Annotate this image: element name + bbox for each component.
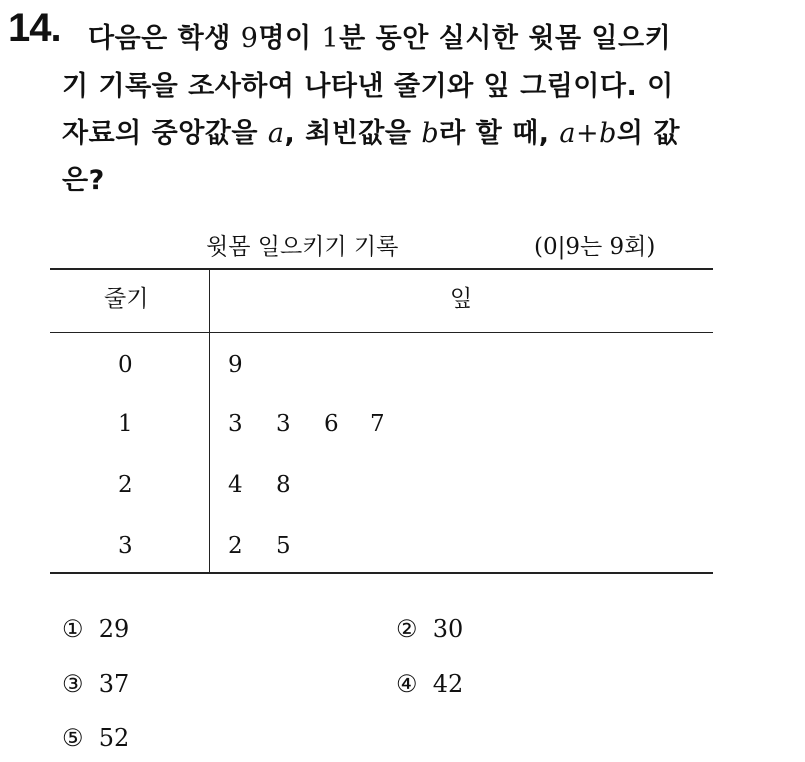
table-top-border: [50, 268, 713, 270]
table-legend: (0|9는 9회): [534, 234, 656, 260]
leaf-cell: 3: [276, 411, 291, 437]
choice-4[interactable]: [396, 670, 463, 698]
choice-value: 52: [98, 724, 130, 752]
question-text: 자료의 중앙값을: [62, 118, 268, 149]
table-column-divider: [209, 269, 210, 573]
question-line-2: 기 기록을 조사하여 나타낸 줄기와 잎 그림이다. 이: [62, 71, 674, 102]
stem-cell: 3: [118, 533, 133, 559]
question-line-4: 은?: [62, 165, 105, 196]
choice-3[interactable]: [62, 670, 129, 698]
question-line-1: [88, 16, 671, 55]
choice-value: 30: [432, 615, 464, 643]
choice-mark: ③: [62, 670, 84, 698]
table-header-divider: [50, 332, 713, 333]
choice-value: 42: [432, 670, 464, 698]
leaf-cell: 6: [324, 411, 339, 437]
stem-cell: 0: [118, 352, 133, 378]
question-line-3: [62, 111, 680, 150]
choice-mark: ⑤: [62, 724, 84, 752]
question-text: 라 할 때,: [439, 118, 560, 149]
leaf-cell: 3: [228, 411, 243, 437]
leaf-cell: 8: [276, 472, 291, 498]
header-leaf: 잎: [450, 286, 473, 312]
table-bottom-border: [50, 572, 713, 574]
choice-mark: ②: [396, 615, 418, 643]
question-text: 다음은 학생: [88, 23, 241, 54]
choice-value: 29: [98, 615, 130, 643]
stem-cell: 2: [118, 472, 133, 498]
question-number: 14.: [8, 6, 61, 50]
leaf-cell: 4: [228, 472, 243, 498]
leaf-cell: 9: [228, 352, 243, 378]
expression: a+b: [559, 118, 617, 149]
variable-a: a: [267, 118, 285, 149]
choice-2[interactable]: [396, 615, 463, 643]
header-stem: 줄기: [104, 286, 149, 312]
leaf-cell: 7: [370, 411, 385, 437]
question-text: 분 동안 실시한 윗몸 일으키: [339, 23, 672, 54]
leaf-cell: 5: [276, 533, 291, 559]
choice-mark: ④: [396, 670, 418, 698]
table-title: 윗몸 일으키기 기록: [206, 234, 399, 260]
question-text: 명이: [258, 23, 322, 54]
stem-cell: 1: [118, 411, 133, 437]
leaf-cell: 2: [228, 533, 243, 559]
choice-mark: ①: [62, 615, 84, 643]
choice-5[interactable]: [62, 724, 129, 752]
choice-1[interactable]: [62, 615, 129, 643]
question-text: 의 값: [616, 118, 680, 149]
question-number-value: 9: [240, 23, 259, 54]
question-text: , 최빈값을: [284, 118, 422, 149]
variable-b: b: [421, 118, 440, 149]
question-number-value: 1: [321, 23, 340, 54]
choice-value: 37: [98, 670, 130, 698]
